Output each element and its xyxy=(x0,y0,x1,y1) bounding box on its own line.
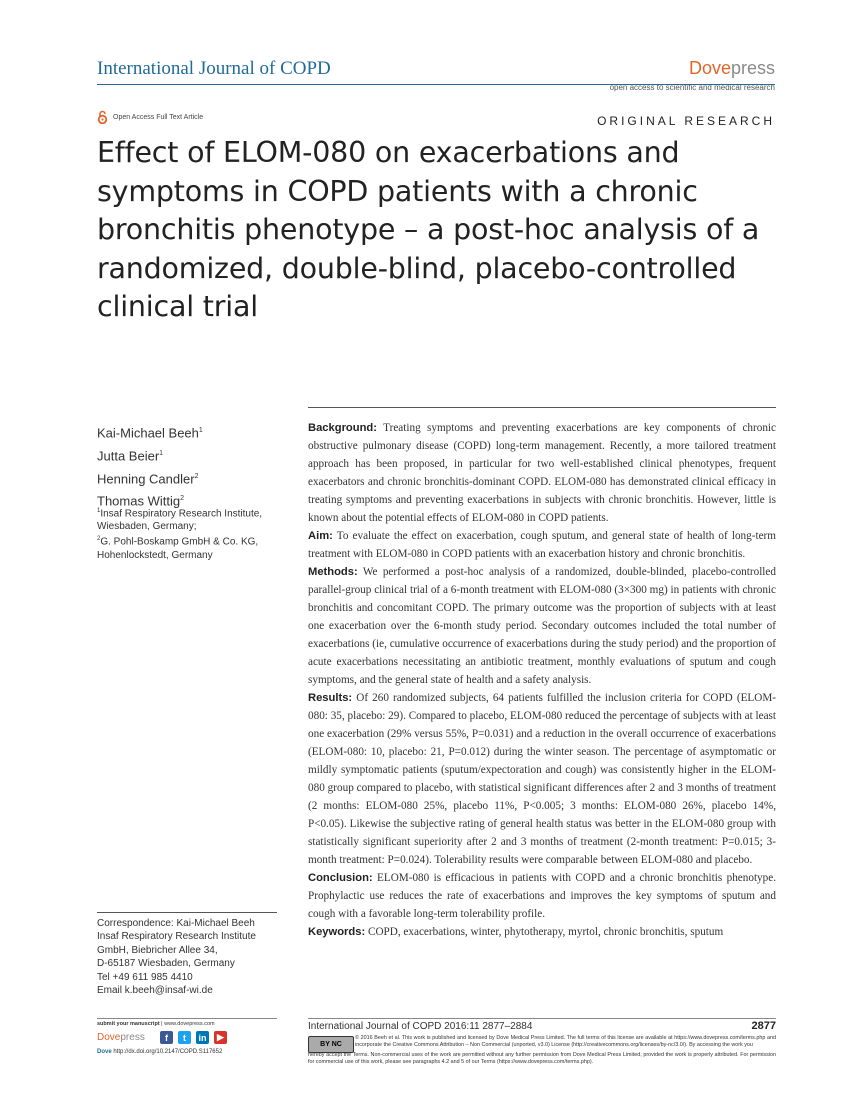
article-title: Effect of ELOM-080 on exacerbations and symptoms in COPD patients with a chronic bronchitis phenotype – a post-hoc analysis of a randomized, double-blind, placebo-controlled clinical trial xyxy=(97,136,760,323)
correspondence-line: D-65187 Wiesbaden, Germany xyxy=(97,958,235,970)
correspondence-divider xyxy=(97,912,277,913)
author-list xyxy=(97,421,203,512)
footer-divider-right xyxy=(308,1018,776,1019)
facebook-icon[interactable]: f xyxy=(160,1031,173,1044)
affiliations xyxy=(97,505,287,562)
journal-title: International Journal of COPD xyxy=(97,58,331,79)
correspondence-line: GmbH, Biebricher Allee 34, xyxy=(97,944,218,956)
linkedin-icon[interactable]: in xyxy=(196,1031,209,1044)
license-text-continued: hereby accept the Terms. Non-commercial uses of the work are permitted without any further permission from Dove Medical Press Limited, provided the work is properly attributed. For permission for commercial use of this work, please see paragraphs 4.2 and 5 of our Terms (https://www.dovepress.com/terms.php). xyxy=(308,1052,776,1066)
submit-manuscript-link[interactable]: submit your manuscript | www.dovepress.com xyxy=(97,1021,215,1027)
creative-commons-badge[interactable]: BY NC xyxy=(308,1036,354,1053)
page-number: 2877 xyxy=(751,1020,776,1032)
author: Jutta Beier$^1$ xyxy=(97,448,164,464)
author: Henning Candler$^2$ xyxy=(97,470,199,486)
dovepress-logo[interactable] xyxy=(689,58,775,79)
youtube-icon[interactable]: ▶ xyxy=(214,1031,227,1044)
abstract-divider xyxy=(308,407,776,408)
article-type: ORIGINAL RESEARCH xyxy=(597,114,775,128)
abstract-conclusion: Conclusion: ELOM-080 is efficacious in patients with COPD and a chronic bronchitis phenotype. Prophylactic use reduces the rate of exacerbations and improves the key symptoms of sputum and cough with a favorable long-term tolerability profile. xyxy=(308,872,777,920)
logo-part-press: press xyxy=(730,58,775,78)
correspondence-line: Insaf Respiratory Research Institute xyxy=(97,931,256,943)
correspondence xyxy=(97,917,256,997)
abstract-aim: Aim: To evaluate the effect on exacerbation, cough sputum, and general state of health of long-term treatment with ELOM-080 in COPD patients with an exacerbation history and chronic bronchitis. xyxy=(308,530,776,560)
doi-link[interactable]: Dove http://dx.doi.org/10.2147/COPD.S117652 xyxy=(97,1049,223,1055)
twitter-icon[interactable]: t xyxy=(178,1031,191,1044)
logo-part-dove: Dove xyxy=(688,58,731,78)
abstract xyxy=(308,419,776,941)
publisher-tagline: open access to scientific and medical research xyxy=(609,83,775,92)
author: Kai-Michael Beeh$^1$ xyxy=(97,425,203,441)
correspondence-label: Correspondence: Kai-Michael Beeh xyxy=(97,918,255,929)
abstract-methods: Methods: We performed a post-hoc analysis of a randomized, double-blinded, placebo-controlled parallel-group clinical trial of a 6-month treatment with ELOM-080 (3×300 mg) in patients with chronic bronchitis and concomitant COPD. The primary outcome was the proportion of subjects with at least one exacerbation over the 6-month study period. Secondary outcomes included the total number of exacerbations (ie, cumulative occurrence of exacerbations during the study period) and the proportion of acute exacerbations necessitating an antibiotic treatment, monthly evaluations of sputum and cough symptoms, and the general state of health and a safety analysis. xyxy=(308,566,776,686)
author: Thomas Wittig$^2$ xyxy=(97,493,184,509)
affiliation: $^2$G. Pohl-Boskamp GmbH & Co. KG, Hohenlockstedt, Germany xyxy=(97,536,259,561)
social-links xyxy=(160,1031,227,1044)
footer-divider-left xyxy=(97,1018,277,1019)
correspondence-email[interactable]: Email k.beeh@insaf-wi.de xyxy=(97,985,213,997)
open-access-label: Open Access Full Text Article xyxy=(113,114,204,121)
abstract-results: Results: Of 260 randomized subjects, 64 patients fulfilled the inclusion criteria for COPD (ELOM-080: 35, placebo: 29). Compared to placebo, ELOM-080 reduced the percentage of subjects with at least one exacerbation (29% versus 55%, P=0.031) and a reduction in the overall occurrence of exacerbations (ELOM-080: 10, placebo: 21, P=0.012) during the winter season. The percentage of asymptomatic or mildly symptomatic patients (sputum/expectoration and cough) was consistently higher in the ELOM-080 group compared to placebo, with statistical significant differences after 2 and 3 months of treatment (2 months: ELOM-080 25%, placebo 11%, P<0.005; 3 months: ELOM-080 26%, placebo 14%, P<0.05). Likewise the subjective rating of general health status was better in the ELOM-080 group with statistically significant superiority after 2 and 3 months of treatment (2-month treatment: P=0.015; 3-month treatment: P=0.024). Tolerability results were comparable between ELOM-080 and placebo. xyxy=(308,692,776,866)
open-access-lock-icon xyxy=(97,110,108,124)
abstract-keywords: Keywords: COPD, exacerbations, winter, phytotherapy, myrtol, chronic bronchitis, sputum xyxy=(308,926,724,938)
license-text: © 2016 Beeh et al. This work is published and licensed by Dove Medical Press Limited. The full terms of this license are available at https://www.dovepress.com/terms.php and incorporate the Creative Commons Attribution – Non Commercial (unported, v3.0) License (http://creativecommons.org/licenses/by-nc/3.0/). By accessing the work you xyxy=(355,1035,776,1049)
abstract-background: Background: Treating symptoms and preventing exacerbations are key components of chronic obstructive pulmonary disease (COPD) long-term management. Recently, a more tailored treatment approach has been proposed, in particular for two well-established clinical phenotypes, frequent exacerbators and chronic bronchitis-dominant COPD. ELOM-080 has demonstrated clinical efficacy in treating symptoms and preventing exacerbations in subjects with chronic bronchitis. However, little is known about the potential effects of ELOM-080 in COPD patients. xyxy=(308,422,776,524)
footer-dovepress-logo[interactable]: Dovepress xyxy=(97,1032,145,1043)
affiliation: $^1$Insaf Respiratory Research Institute, Wiesbaden, Germany; xyxy=(97,508,263,533)
correspondence-phone: Tel +49 611 985 4410 xyxy=(97,971,193,983)
citation: International Journal of COPD 2016:11 2877–2884 xyxy=(308,1021,533,1032)
